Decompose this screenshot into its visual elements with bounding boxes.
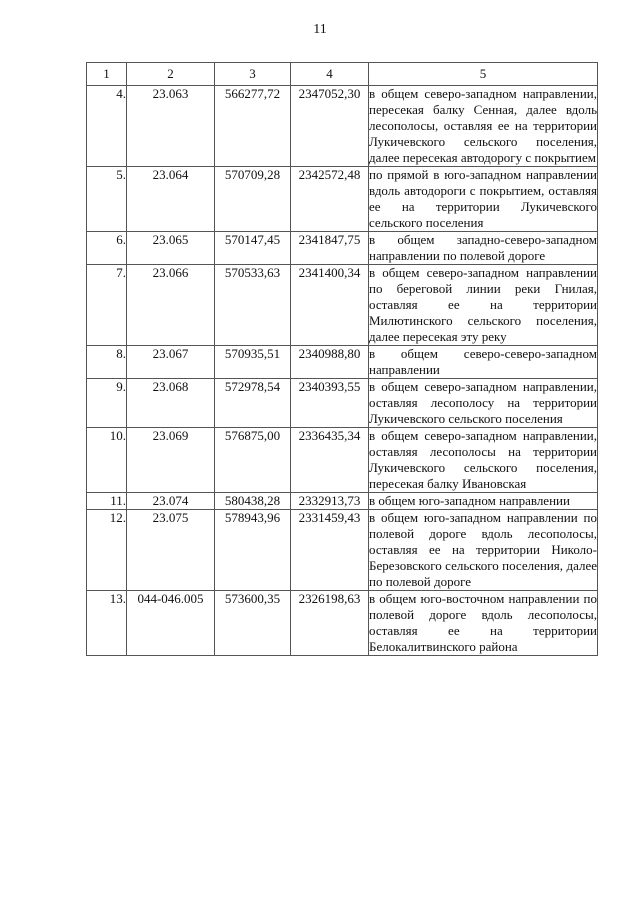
point-code: 23.064 (127, 167, 215, 232)
point-code: 23.074 (127, 493, 215, 510)
description: в общем северо-западном направлении по береговой линии реки Гнилая, оставляя ее на территории Милютинского сельского поселения, далее пересекая эту реку (369, 265, 597, 344)
coord-y: 2342572,48 (291, 167, 369, 232)
page-number: 11 (313, 22, 327, 37)
point-code: 23.075 (127, 510, 215, 591)
description: в общем северо-западном направлении, оставляя лесополосы на территории Лукичевского сельского поселения, пересекая балку Ивановская (369, 428, 597, 491)
col-header-5: 5 (369, 63, 598, 86)
point-code: 23.065 (127, 232, 215, 265)
table-row (87, 591, 598, 656)
table-row (87, 167, 598, 232)
row-number: 13. (87, 591, 127, 656)
point-code: 23.063 (127, 86, 215, 167)
col-header-3: 3 (215, 63, 291, 86)
description: в общем юго-западном направлении (369, 493, 598, 510)
coord-x: 570533,63 (215, 265, 291, 346)
table-row (87, 379, 598, 428)
header-row (87, 63, 598, 86)
row-number: 5. (87, 167, 127, 232)
point-code: 23.068 (127, 379, 215, 428)
coord-y: 2326198,63 (291, 591, 369, 656)
row-number: 8. (87, 346, 127, 379)
coord-x: 576875,00 (215, 428, 291, 493)
row-number: 4. (87, 86, 127, 167)
row-number: 6. (87, 232, 127, 265)
description: в общем северо-западном направлении, пересекая балку Сенная, далее вдоль лесополосы, оставляя ее на территории Лукичевского сельского поселения, далее пересекая автодорогу с покрытием (369, 86, 597, 165)
coord-y: 2332913,73 (291, 493, 369, 510)
row-number: 10. (87, 428, 127, 493)
point-code: 044-046.005 (127, 591, 215, 656)
table-row (87, 493, 598, 510)
coord-y: 2347052,30 (291, 86, 369, 167)
point-code: 23.066 (127, 265, 215, 346)
col-header-4: 4 (291, 63, 369, 86)
coord-y: 2336435,34 (291, 428, 369, 493)
coord-x: 580438,28 (215, 493, 291, 510)
point-code: 23.067 (127, 346, 215, 379)
col-header-2: 2 (127, 63, 215, 86)
col-header-1: 1 (87, 63, 127, 86)
coord-x: 570709,28 (215, 167, 291, 232)
row-number: 9. (87, 379, 127, 428)
coord-x: 578943,96 (215, 510, 291, 591)
coord-x: 566277,72 (215, 86, 291, 167)
boundary-points-table (86, 62, 598, 656)
coord-x: 573600,35 (215, 591, 291, 656)
coord-y: 2340988,80 (291, 346, 369, 379)
coord-y: 2331459,43 (291, 510, 369, 591)
row-number: 12. (87, 510, 127, 591)
table-row (87, 265, 598, 346)
coord-y: 2340393,55 (291, 379, 369, 428)
table-row (87, 510, 598, 591)
description: в общем северо-северо-западном направлении (369, 346, 597, 377)
coord-x: 572978,54 (215, 379, 291, 428)
row-number: 11. (87, 493, 127, 510)
description: в общем северо-западном направлении, оставляя лесополосу на территории Лукичевского сельского поселения (369, 379, 597, 426)
coord-y: 2341400,34 (291, 265, 369, 346)
description: в общем юго-западном направлении по полевой дороге вдоль лесополосы, оставляя ее на территории Николо-Березовского сельского поселения, далее по полевой дороге (369, 510, 597, 589)
coord-y: 2341847,75 (291, 232, 369, 265)
point-code: 23.069 (127, 428, 215, 493)
description: в общем западно-северо-западном направлении по полевой дороге (369, 232, 597, 263)
row-number: 7. (87, 265, 127, 346)
table-row (87, 428, 598, 493)
table-row (87, 232, 598, 265)
table-row (87, 346, 598, 379)
coord-x: 570935,51 (215, 346, 291, 379)
description: по прямой в юго-западном направлении вдоль автодороги с покрытием, оставляя ее на территории Лукичевского сельского поселения (369, 167, 597, 230)
description: в общем юго-восточном направлении по полевой дороге вдоль лесополосы, оставляя ее на территории Белокалитвинского района (369, 591, 597, 654)
coord-x: 570147,45 (215, 232, 291, 265)
table-row (87, 86, 598, 167)
